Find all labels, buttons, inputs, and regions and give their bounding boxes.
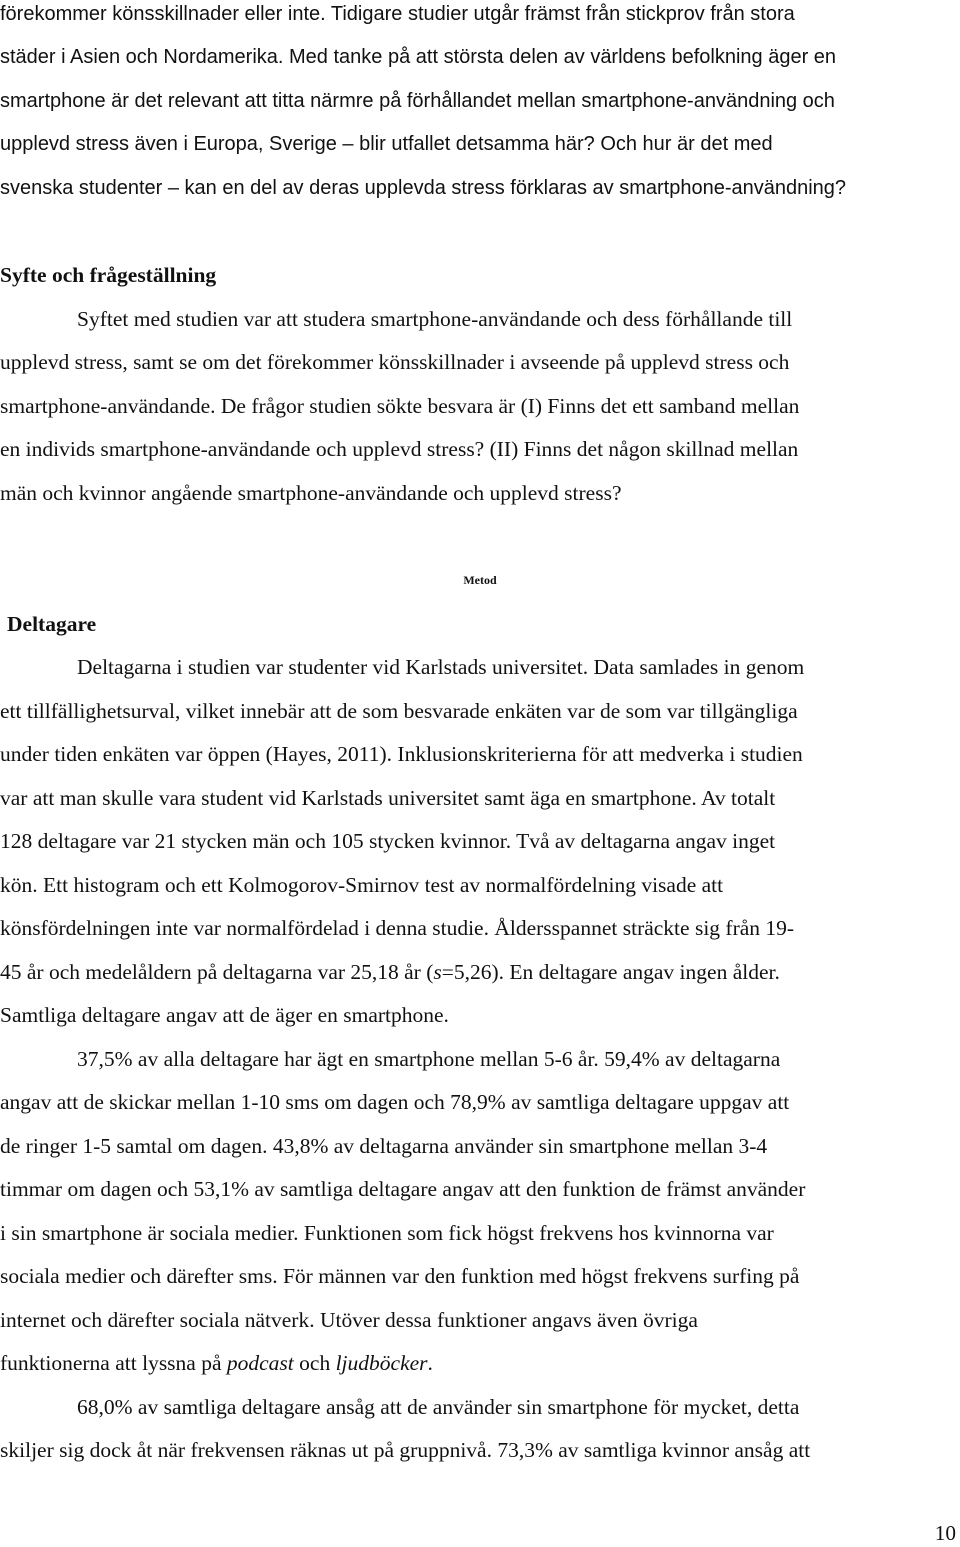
- ljudbocker-term: ljudböcker: [335, 1351, 428, 1375]
- deltagare-line-functions: [0, 1349, 433, 1377]
- age-text-post: =5,26). En deltagare angav ingen ålder.: [441, 960, 780, 984]
- functions-text-pre: funktionerna att lyssna på: [0, 1351, 227, 1375]
- deltagare-line: under tiden enkäten var öppen (Hayes, 2011). Inklusionskriterierna för att medverka i studien: [0, 742, 803, 766]
- deltagare-line: 68,0% av samtliga deltagare ansåg att de använder sin smartphone för mycket, detta: [77, 1395, 800, 1419]
- deltagare-line: internet och därefter sociala nätverk. Utöver dessa funktioner angavs även övriga: [0, 1308, 698, 1332]
- intro-line: förekommer könsskillnader eller inte. Tidigare studier utgår främst från stickprov från stora: [0, 3, 795, 25]
- syfte-line: upplevd stress, samt se om det förekommer könsskillnader i avseende på upplevd stress och: [0, 350, 790, 374]
- deltagare-line: sociala medier och därefter sms. För männen var den funktion med högst frekvens surfing på: [0, 1264, 800, 1288]
- section-heading-metod: Metod: [463, 573, 497, 587]
- intro-line: städer i Asien och Nordamerika. Med tanke på att största delen av världens befolkning äger en: [0, 46, 837, 68]
- syfte-line: en individs smartphone-användande och upplevd stress? (II) Finns det någon skillnad mellan: [0, 437, 799, 461]
- intro-line: smartphone är det relevant att titta närmre på förhållandet mellan smartphone-användning och: [0, 90, 835, 112]
- deltagare-line: Samtliga deltagare angav att de äger en smartphone.: [0, 1003, 449, 1027]
- deltagare-line: i sin smartphone är sociala medier. Funktionen som fick högst frekvens hos kvinnorna var: [0, 1221, 774, 1245]
- deltagare-line: kön. Ett histogram och ett Kolmogorov-Smirnov test av normalfördelning visade att: [0, 873, 724, 897]
- deltagare-line: Deltagarna i studien var studenter vid Karlstads universitet. Data samlades in genom: [77, 655, 805, 679]
- age-text-pre: 45 år och medelåldern på deltagarna var 25,18 år (: [0, 960, 434, 984]
- intro-line: upplevd stress även i Europa, Sverige – blir utfallet detsamma här? Och hur är det med: [0, 133, 773, 155]
- syfte-line: smartphone-användande. De frågor studien sökte besvara är (I) Finns det ett samband mellan: [0, 394, 800, 418]
- deltagare-line: ett tillfällighetsurval, vilket innebär att de som besvarade enkäten var de som var tillgängliga: [0, 699, 798, 723]
- page-number: 10: [934, 1521, 956, 1545]
- section-heading-syfte: Syfte och frågeställning: [0, 263, 217, 287]
- podcast-term: podcast: [226, 1351, 294, 1375]
- deltagare-line: angav att de skickar mellan 1-10 sms om dagen och 78,9% av samtliga deltagare uppgav att: [0, 1090, 790, 1114]
- deltagare-line: könsfördelningen inte var normalfördelad i denna studie. Åldersspannet sträckte sig från 19-: [0, 916, 795, 940]
- functions-text-mid: och: [293, 1351, 336, 1375]
- functions-text-post: .: [427, 1351, 433, 1375]
- deltagare-line: 128 deltagare var 21 stycken män och 105 stycken kvinnor. Två av deltagarna angav inget: [0, 829, 776, 853]
- deltagare-line: var att man skulle vara student vid Karlstads universitet samt äga en smartphone. Av totalt: [0, 786, 776, 810]
- deltagare-line: timmar om dagen och 53,1% av samtliga deltagare angav att den funktion de främst använder: [0, 1177, 806, 1201]
- sd-symbol: s: [433, 960, 442, 984]
- deltagare-line-age: [0, 958, 780, 986]
- intro-line: svenska studenter – kan en del av deras upplevda stress förklaras av smartphone-användning?: [0, 177, 847, 199]
- subheading-deltagare: Deltagare: [7, 612, 97, 636]
- syfte-line: Syftet med studien var att studera smartphone-användande och dess förhållande till: [77, 307, 793, 331]
- deltagare-line: de ringer 1-5 samtal om dagen. 43,8% av deltagarna använder sin smartphone mellan 3-4: [0, 1134, 768, 1158]
- deltagare-line: skiljer sig dock åt när frekvensen räknas ut på gruppnivå. 73,3% av samtliga kvinnor ansåg att: [0, 1438, 811, 1462]
- deltagare-line: 37,5% av alla deltagare har ägt en smartphone mellan 5-6 år. 59,4% av deltagarna: [77, 1047, 781, 1071]
- syfte-line: män och kvinnor angående smartphone-användande och upplevd stress?: [0, 481, 622, 505]
